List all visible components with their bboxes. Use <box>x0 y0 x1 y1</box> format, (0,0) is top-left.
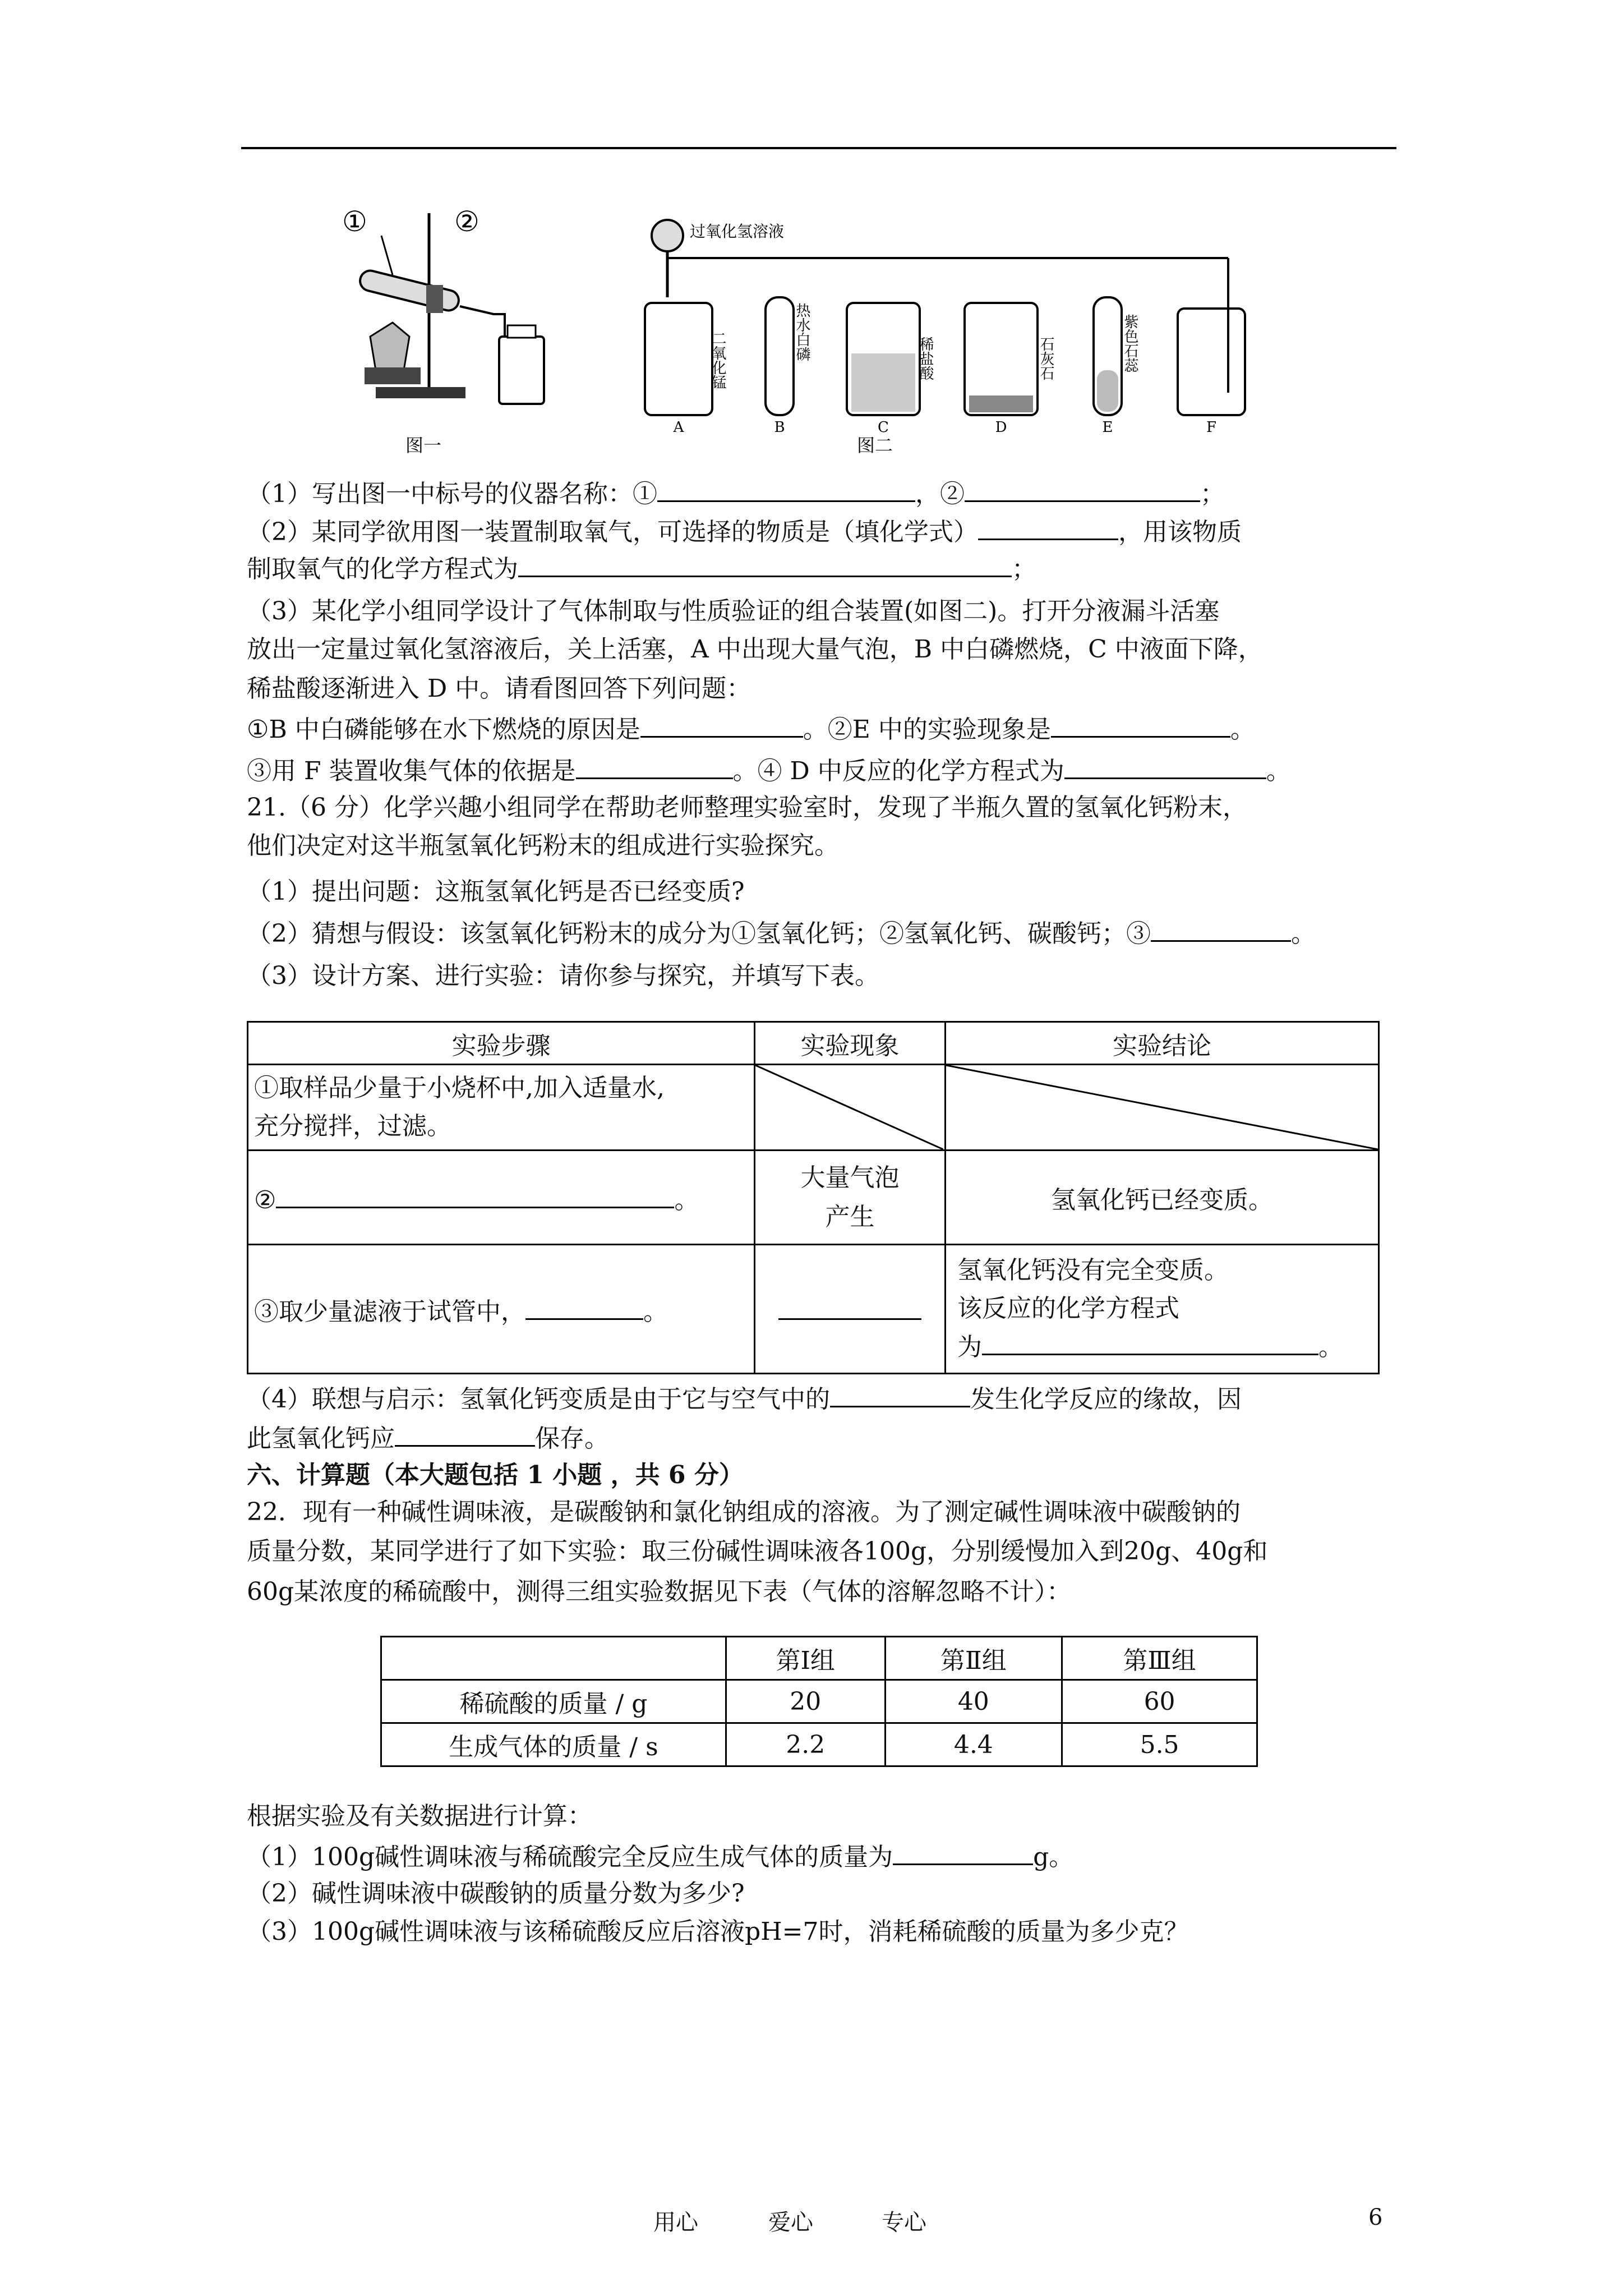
table-cell: 氢氧化钙已经变质。 <box>946 1151 1379 1245</box>
q22-calc-3: （3）100g碱性调味液与该稀硫酸反应后溶液pH=7时，消耗稀硫酸的质量为多少克？ <box>247 1917 1189 1946</box>
q20-part1: （1）写出图一中标号的仪器名称：① ，② ； <box>247 475 1225 511</box>
figure2-letter-e: E <box>1102 419 1113 436</box>
q20-part3-line5: ③用 F 装置收集气体的依据是 。④ D 中反应的化学方程式为 。 <box>247 752 1291 788</box>
answer-blank[interactable] <box>525 1292 643 1320</box>
answer-blank[interactable] <box>576 752 733 779</box>
q20-part3-line1: （3）某化学小组同学设计了气体制取与性质验证的组合装置(如图二)。打开分液漏斗活塞 <box>247 597 1220 625</box>
table-cell-slashed <box>755 1065 946 1151</box>
answer-blank[interactable] <box>965 475 1200 502</box>
header-rule <box>241 147 1396 149</box>
table-cell: ② 。 <box>248 1151 755 1245</box>
table-cell-slashed <box>946 1065 1379 1151</box>
table-header: 第Ⅲ组 <box>1062 1637 1257 1680</box>
q20-part3-line3: 稀盐酸逐渐进入 D 中。请看图回答下列问题： <box>247 674 751 703</box>
figure2-letter-a: A <box>673 419 684 436</box>
q20-part2b: 制取氧气的化学方程式为 ； <box>247 550 1036 586</box>
figure1-caption: 图一 <box>405 435 442 456</box>
table-cell: ③取少量滤液于试管中， 。 <box>248 1245 755 1374</box>
table-row: 稀硫酸的质量 / g 20 40 60 <box>381 1680 1257 1723</box>
table-row: 生成气体的质量 / s 2.2 4.4 5.5 <box>381 1723 1257 1766</box>
q22-calc-1: （1）100g碱性调味液与稀硫酸完全反应生成气体的质量为 g。 <box>247 1838 1073 1874</box>
table-header <box>381 1637 726 1680</box>
answer-blank[interactable] <box>893 1838 1033 1865</box>
answer-blank[interactable] <box>830 1380 970 1407</box>
footer-right: 专心 <box>882 2210 926 2235</box>
figure2-letter-b: B <box>774 419 785 436</box>
footer-mid: 爱心 <box>768 2210 813 2235</box>
q22-line3: 60g某浓度的稀硫酸中，测得三组实验数据见下表（气体的溶解忽略不计）： <box>247 1577 1072 1606</box>
q21-intro-line1: 21.（6 分）化学兴趣小组同学在帮助老师整理实验室时，发现了半瓶久置的氢氧化钙粉末， <box>247 793 1247 822</box>
page-number: 6 <box>1368 2205 1383 2230</box>
q22-calc-2: （2）碱性调味液中碳酸钠的质量分数为多少? <box>247 1879 745 1908</box>
table-header: 第Ⅱ组 <box>885 1637 1062 1680</box>
q21-step4-line2: 此氢氧化钙应 保存。 <box>247 1419 609 1456</box>
figure-1-apparatus <box>314 202 572 460</box>
figure2-label-c: 稀盐酸 <box>917 337 934 380</box>
q21-intro-line2: 他们决定对这半瓶氢氧化钙粉末的组成进行实验探究。 <box>247 831 839 860</box>
table-cell: 氢氧化钙没有完全变质。 该反应的化学方程式 为 。 <box>946 1245 1379 1374</box>
table-cell: ①取样品少量于小烧杯中,加入适量水, 充分搅拌，过滤。 <box>248 1065 755 1151</box>
table-cell: 大量气泡 产生 <box>755 1151 946 1245</box>
q21-step1: （1）提出问题：这瓶氢氧化钙是否已经变质? <box>247 877 745 906</box>
figure2-letter-c: C <box>878 419 889 436</box>
q20-part2a: （2）某同学欲用图一装置制取氧气，可选择的物质是（填化学式） ，用该物质 <box>247 513 1242 549</box>
table-header: 第Ⅰ组 <box>726 1637 886 1680</box>
answer-blank[interactable] <box>657 475 915 502</box>
figure2-letter-d: D <box>995 419 1007 436</box>
q21-step2: （2）猜想与假设：该氢氧化钙粉末的成分为①氢氧化钙；②氢氧化钙、碳酸钙；③ 。 <box>247 914 1316 951</box>
figure1-label-2: ② <box>454 205 479 238</box>
footer-left: 用心 <box>653 2210 698 2235</box>
figure-2-apparatus <box>634 202 1273 460</box>
experiment-table <box>247 1021 1380 1374</box>
table-header: 实验步骤 <box>248 1022 755 1065</box>
figure2-letter-f: F <box>1206 419 1217 436</box>
table-header: 实验现象 <box>755 1022 946 1065</box>
figure2-label-b: 热水白磷 <box>794 303 810 361</box>
figure2-label-d: 石灰石 <box>1038 337 1054 380</box>
results-table <box>380 1636 1258 1767</box>
q22-line1: 22．现有一种碱性调味液，是碳酸钠和氯化钠组成的溶液。为了测定碱性调味液中碳酸钠的 <box>247 1498 1241 1526</box>
answer-blank[interactable] <box>1051 710 1230 738</box>
figure2-label-e: 紫色石蕊 <box>1122 314 1138 372</box>
answer-blank[interactable] <box>640 710 803 738</box>
q21-step3: （3）设计方案、进行实验：请你参与探究，并填写下表。 <box>247 961 879 990</box>
figure1-label-1: ① <box>342 205 367 238</box>
answer-blank[interactable] <box>978 513 1118 540</box>
answer-blank[interactable] <box>982 1328 1318 1355</box>
q22-line2: 质量分数，某同学进行了如下实验：取三份碱性调味液各100g，分别缓慢加入到20g、40g和 <box>247 1537 1268 1566</box>
table-cell <box>755 1245 946 1374</box>
answer-blank[interactable] <box>1064 752 1266 779</box>
figure2-caption: 图二 <box>856 435 893 456</box>
q21-step4-line1: （4）联想与启示：氢氧化钙变质是由于它与空气中的 发生化学反应的缘故，因 <box>247 1380 1242 1416</box>
q22-calc-intro: 根据实验及有关数据进行计算： <box>247 1802 592 1830</box>
answer-blank[interactable] <box>395 1419 535 1447</box>
answer-blank[interactable] <box>518 550 1012 577</box>
section-6-heading: 六、计算题（本大题包括 1 小题 ，共 6 分） <box>247 1461 744 1489</box>
q20-part3-line4: ①B 中白磷能够在水下燃烧的原因是 。②E 中的实验现象是 。 <box>247 710 1255 747</box>
table-header: 实验结论 <box>946 1022 1379 1065</box>
figure2-reagent-label: 过氧化氢溶液 <box>690 222 785 241</box>
answer-blank[interactable] <box>1151 914 1291 942</box>
q20-part3-line2: 放出一定量过氧化氢溶液后，关上活塞，A 中出现大量气泡，B 中白磷燃烧，C 中液面下降， <box>247 635 1263 664</box>
figure2-label-a: 二氧化锰 <box>709 331 726 389</box>
answer-blank[interactable] <box>276 1181 674 1208</box>
answer-blank[interactable] <box>778 1292 921 1320</box>
